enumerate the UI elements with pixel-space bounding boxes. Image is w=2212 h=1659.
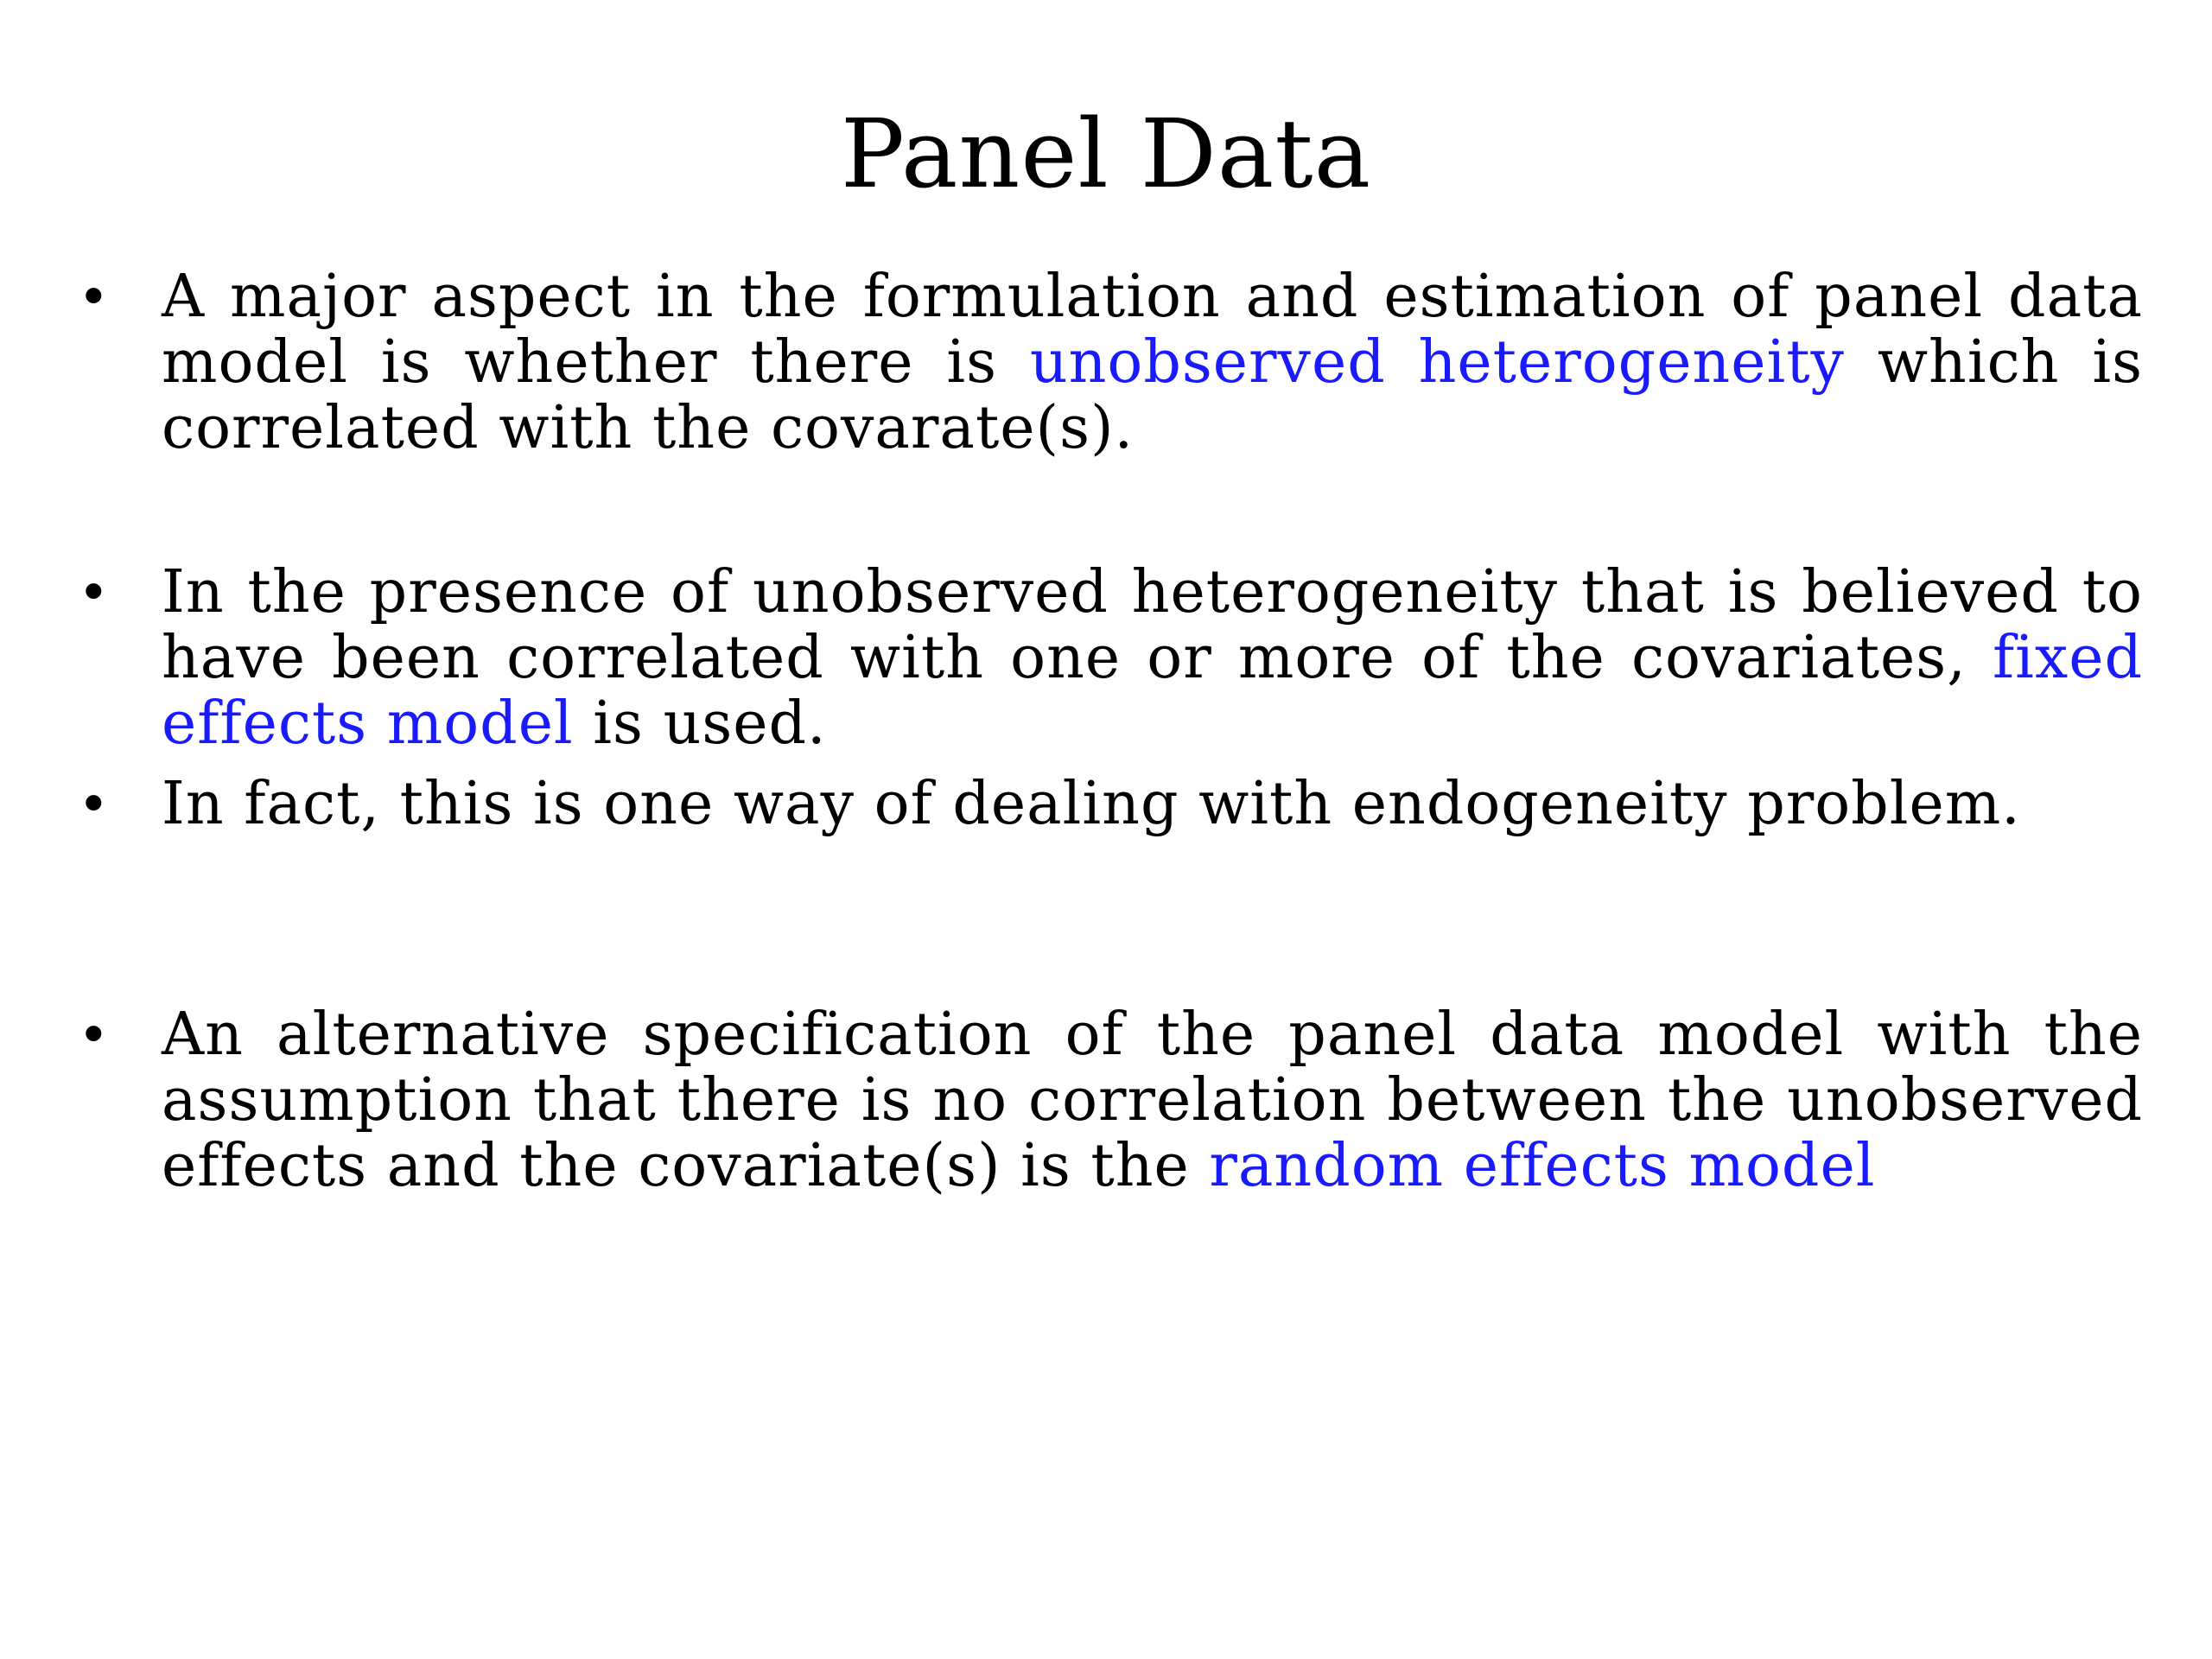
slide-title: Panel Data: [840, 99, 1372, 209]
bullet-point-icon: •: [78, 561, 110, 624]
bullet-point-icon: •: [78, 265, 110, 328]
highlight-term-random-effects-model: random effects model: [1209, 1132, 1876, 1200]
bullet-text: [162, 772, 2143, 837]
bullet-item-unobserved-heterogeneity: [73, 264, 2143, 461]
bullet-text: [162, 264, 2143, 461]
bullet-point-icon: •: [78, 772, 110, 836]
bullet-text-part: which is correlated with the covarate(s).: [162, 328, 2143, 462]
bullet-point-icon: •: [78, 1003, 110, 1066]
bullet-text-part: In fact, this is one way of dealing with endogeneity problem.: [162, 770, 2021, 838]
bullet-item-endogeneity: [73, 772, 2143, 837]
bullet-text-part: A major aspect in the formulation and estimation of panel data model is whether there is: [162, 263, 2143, 397]
highlight-term-fixed-effects-model: fixed effects model: [162, 624, 2143, 758]
bullet-text-part: In the presence of unobserved heterogeneity that is believed to have been correlated with one or more of the covariates,: [162, 558, 2143, 692]
bullet-text-part: is used.: [573, 690, 827, 758]
bullet-text-part: An alternative specification of the panel data model with the assumption that there is no correlation between the unobserved effects and the covariate(s) is the: [162, 1001, 2143, 1200]
bullet-item-fixed-effects: [73, 560, 2143, 757]
highlight-term-unobserved-heterogeneity: unobserved heterogeneity: [1029, 328, 1845, 397]
bullet-text: [162, 560, 2143, 757]
bullet-text: [162, 1002, 2143, 1199]
bullet-item-random-effects: [73, 1002, 2143, 1199]
